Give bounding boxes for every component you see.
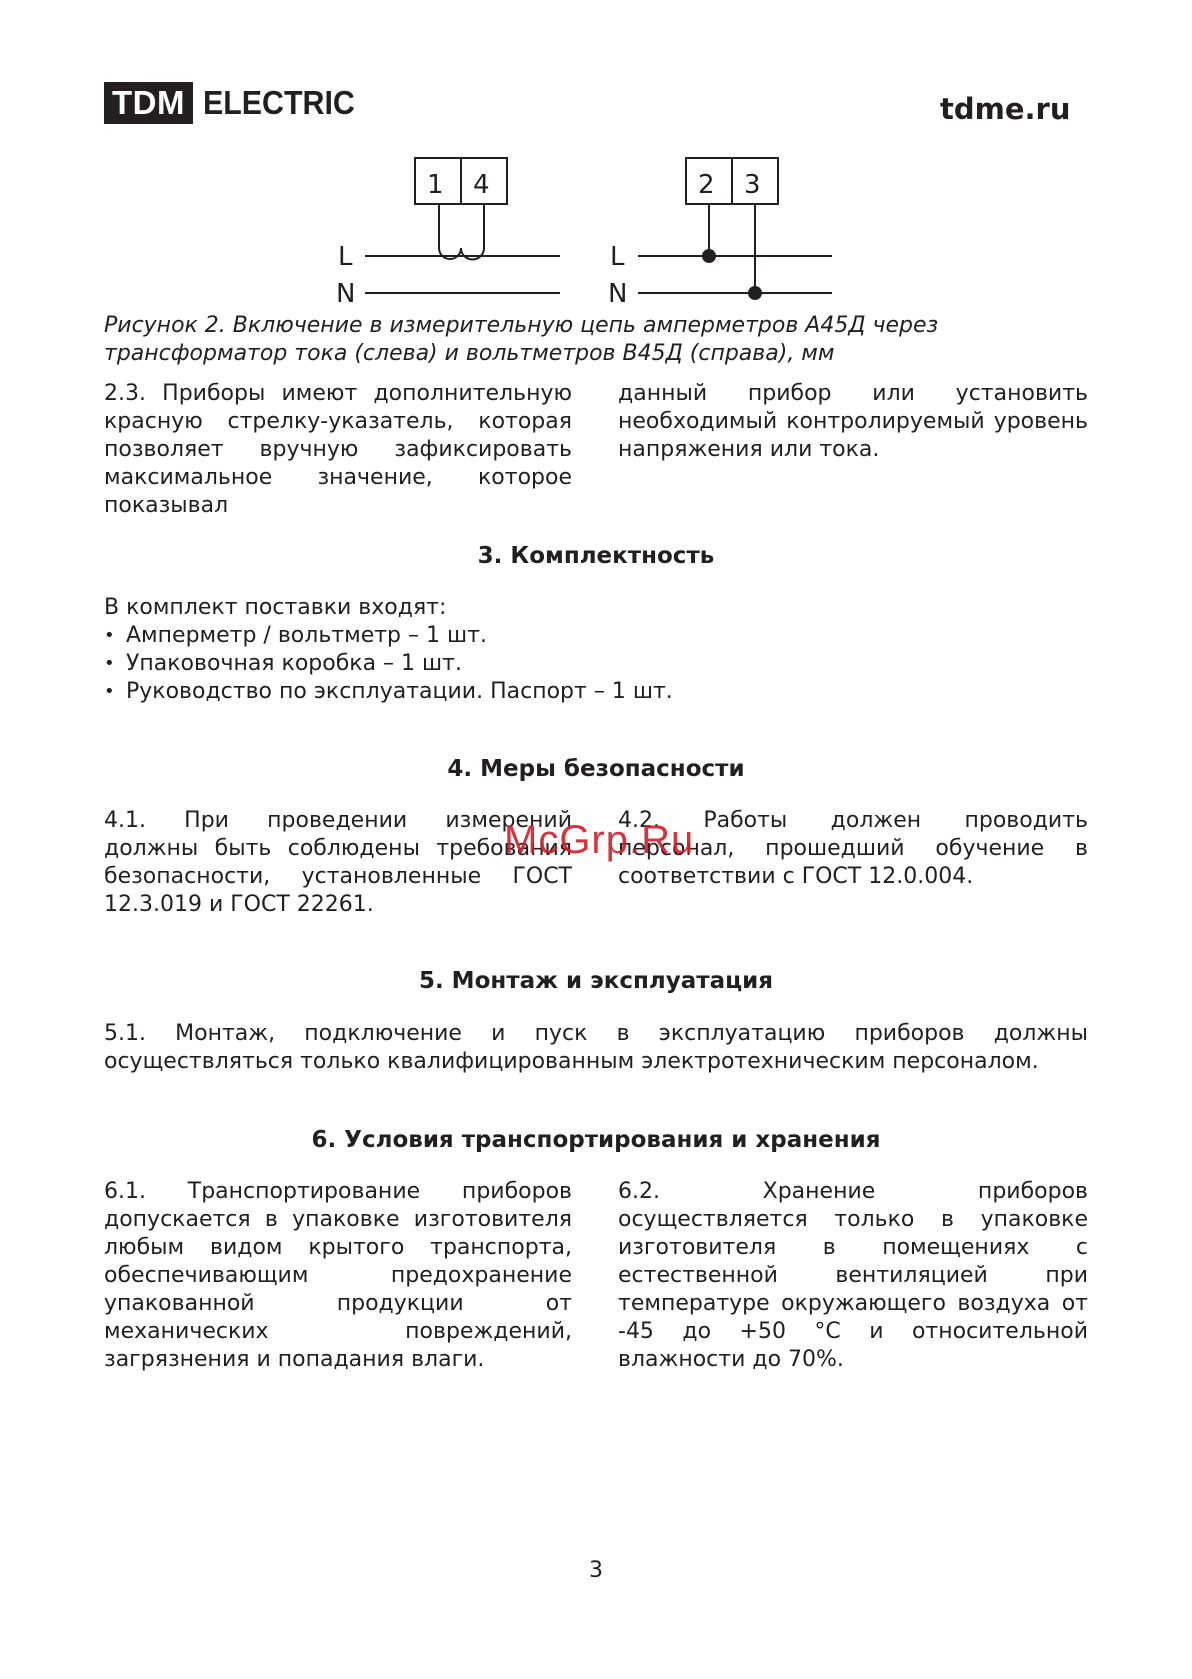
section-3-heading: 3. Комплектность [477,543,715,569]
para-6-1 [104,1178,572,1374]
voltmeter-diagram [638,158,832,293]
section-3-content [104,594,1088,706]
junction-dot-n [748,286,762,300]
para-text: 2.3. Приборы имеют дополнительную красную стрелку-указатель, которая позволяет вручную зафиксировать максимальное значение, которое показывал [104,381,572,518]
logo-word: ELECTRIC [202,84,355,121]
para-text: 6.1. Транспортирование приборов допускается в упаковке изготовителя любым видом крытого транспорта, обеспечивающим предохранение упакованной продукции от механических повреждений, загрязнения и попадания влаги. [104,1179,572,1372]
para-2-3-right [618,380,1088,464]
para-text: 6.2. Хранение приборов осуществляется только в упаковке изготовителя в помещениях с естественной вентиляцией при температуре окружающего воздуха от -45 до +50 °C и относительной влажности до 70%. [618,1179,1088,1372]
figure-caption: Рисунок 2. Включение в измерительную цепь амперметров А45Д через трансформатор тока (слева) и вольтметров В45Д (справа), мм [104,313,939,366]
para-text: 4.2. Работы должен проводить персонал, прошедший обучение в соответствии с ГОСТ 12.0.004. [618,808,1088,889]
section-6-heading: 6. Условия транспортирования и хранения [311,1127,881,1153]
terminal-2-label: 2 [698,170,715,200]
para-6-2 [618,1178,1088,1374]
line-n-label-left: N [336,279,356,309]
transformer-coil-icon [439,248,484,260]
line-n-label-right: N [608,279,628,309]
logo-box: TDM [104,82,193,124]
list-item: • Упаковочная коробка – 1 шт. [104,650,1088,678]
brand-logo [104,82,368,124]
section-3-intro: В комплект поставки входят: [104,595,447,620]
watermark: McGrp.Ru [504,818,695,862]
para-2-3-left [104,380,572,520]
terminal-1-label: 1 [427,170,444,200]
junction-dot-l [702,249,716,263]
contents-list [104,622,1088,706]
section-4-heading: 4. Меры безопасности [447,756,745,782]
wiring-diagram [320,150,840,310]
para-text: 4.1. При проведении измерений должны быть соблюдены требования безопасности, установленные ГОСТ 12.3.019 и ГОСТ 22261. [104,808,572,917]
list-item: • Амперметр / вольтметр – 1 шт. [104,622,1088,650]
para-text: данный прибор или установить необходимый контролируемый уровень напряжения или тока. [618,381,1088,462]
page-number: 3 [589,1558,603,1583]
site-url: tdme.ru [940,92,1071,126]
section-5-heading: 5. Монтаж и эксплуатация [418,968,774,994]
line-l-label-right: L [610,242,625,272]
terminal-3-label: 3 [744,170,761,200]
para-4-1 [104,807,572,919]
list-item: • Руководство по эксплуатации. Паспорт – 1 шт. [104,678,1088,706]
terminal-4-label: 4 [473,170,490,200]
para-5-1: 5.1. Монтаж, подключение и пуск в эксплуатацию приборов должны осуществляться только квалифицированным электротехническим персоналом. [104,1021,1088,1074]
line-l-label-left: L [338,242,353,272]
ammeter-diagram [365,158,560,293]
